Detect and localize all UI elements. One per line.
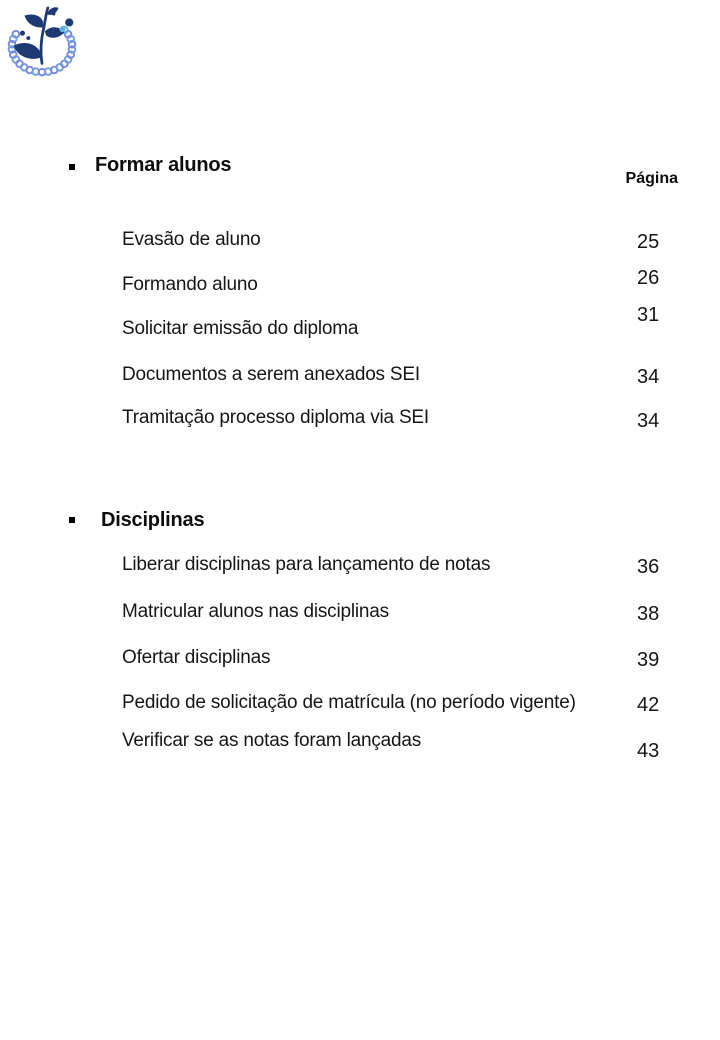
toc-item-page-number: 38 [637,603,660,625]
section-title-disciplinas: Disciplinas [101,509,205,531]
toc-item-label: Matricular alunos nas disciplinas [122,601,389,622]
toc-item-page-number: 31 [637,304,660,326]
toc-item-page-number: 34 [637,410,660,432]
toc-item-label: Tramitação processo diploma via SEI [122,407,429,428]
toc-item-label: Pedido de solicitação de matrícula (no período vigente) [122,692,576,713]
toc-item-page-number: 34 [637,366,660,388]
section-title-formar-alunos: Formar alunos [95,154,232,176]
toc-item-label: Documentos a serem anexados SEI [122,364,420,385]
bullet-square-icon [69,164,75,170]
toc-item-page-number: 25 [637,231,660,253]
toc-item-label: Ofertar disciplinas [122,647,271,668]
toc-item-page-number: 26 [637,267,660,289]
toc-item-page-number: 36 [637,556,660,578]
toc-item-label: Formando aluno [122,274,258,295]
toc-item-page-number: 42 [637,694,660,716]
toc-item-label: Evasão de aluno [122,229,261,250]
page-column-header: Página [625,170,678,187]
toc-item-page-number: 43 [637,740,660,762]
bullet-square-icon [69,517,75,523]
toc-item-label: Solicitar emissão do diploma [122,318,359,339]
toc-item-label: Verificar se as notas foram lançadas [122,730,422,751]
plant-chain-logo-icon [3,2,79,78]
toc-item-page-number: 39 [637,649,660,671]
toc-item-label: Liberar disciplinas para lançamento de notas [122,554,491,575]
